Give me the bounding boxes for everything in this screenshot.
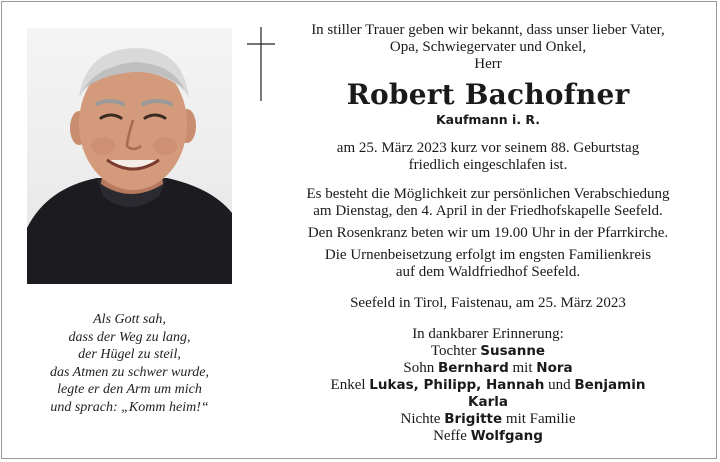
mourners-list — [272, 326, 704, 445]
farewell-line-2: am Dienstag, den 4. April in der Friedhofskapelle Seefeld. — [313, 203, 663, 219]
poem-line: legte er den Arm um mich — [57, 382, 202, 397]
niece-prefix: Nichte — [400, 411, 441, 427]
son-partner: Nora — [536, 360, 573, 376]
niece-name: Brigitte — [444, 411, 503, 427]
nephew-name: Wolfgang — [470, 428, 543, 444]
son-with: mit — [512, 360, 533, 376]
death-line-2: friedlich eingeschlafen ist. — [408, 157, 568, 173]
poem-line: das Atmen zu schwer wurde, — [49, 364, 210, 380]
mourners-heading: In dankbarer Erinnerung: — [412, 326, 564, 342]
mourner-grandchildren — [272, 377, 704, 394]
son-name: Bernhard — [437, 360, 509, 376]
portrait-illustration — [27, 28, 232, 284]
grandchildren-last: Benjamin — [574, 377, 646, 393]
intro-line-3: Herr — [474, 56, 502, 72]
mourner-grandchild-extra — [272, 394, 704, 411]
portrait-photo — [27, 28, 232, 284]
grandchildren-and: und — [548, 377, 571, 393]
farewell-line-1: Es besteht die Möglichkeit zur persönlichen Verabschiedung — [306, 186, 670, 202]
mourner-nephew — [272, 428, 704, 445]
deceased-profession: Kaufmann i. R. — [435, 112, 541, 127]
burial-line-1: Die Urnenbeisetzung erfolgt im engsten Familienkreis — [324, 247, 652, 263]
poem-line: und sprach: „Komm heim!“ — [50, 399, 209, 415]
daughter-name: Susanne — [480, 343, 546, 359]
place-date: Seefeld in Tirol, Faistenau, am 25. März 2023 — [350, 295, 626, 311]
son-prefix: Sohn — [403, 360, 435, 376]
rosary-line: Den Rosenkranz beten wir um 19.00 Uhr in der Pfarrkirche. — [307, 225, 669, 241]
mourner-niece — [272, 411, 704, 428]
intro-line-2: Opa, Schwiegervater und Onkel, — [389, 39, 587, 55]
niece-suffix: mit Familie — [505, 411, 576, 427]
grandchild-extra: Karla — [468, 394, 508, 410]
deceased-name: Robert Bachofner — [346, 78, 630, 111]
intro-line-1: In stiller Trauer geben wir bekannt, dass unser lieber Vater, — [311, 22, 665, 38]
grandchildren-prefix: Enkel — [330, 377, 366, 393]
burial-line-2: auf dem Waldfriedhof Seefeld. — [395, 264, 581, 280]
obituary-card — [1, 1, 717, 459]
mourner-daughter — [272, 343, 704, 360]
poem-line: der Hügel zu steil, — [78, 347, 181, 362]
poem-line: dass der Weg zu lang, — [68, 329, 191, 345]
death-line-1: am 25. März 2023 kurz vor seinem 88. Geburtstag — [336, 140, 640, 156]
grandchildren-names: Lukas, Philipp, Hannah — [369, 377, 545, 393]
poem — [27, 311, 232, 416]
announcement-block — [272, 22, 704, 445]
poem-line: Als Gott sah, — [93, 312, 166, 327]
daughter-prefix: Tochter — [430, 343, 477, 359]
mourner-son — [272, 360, 704, 377]
nephew-prefix: Neffe — [433, 428, 467, 444]
